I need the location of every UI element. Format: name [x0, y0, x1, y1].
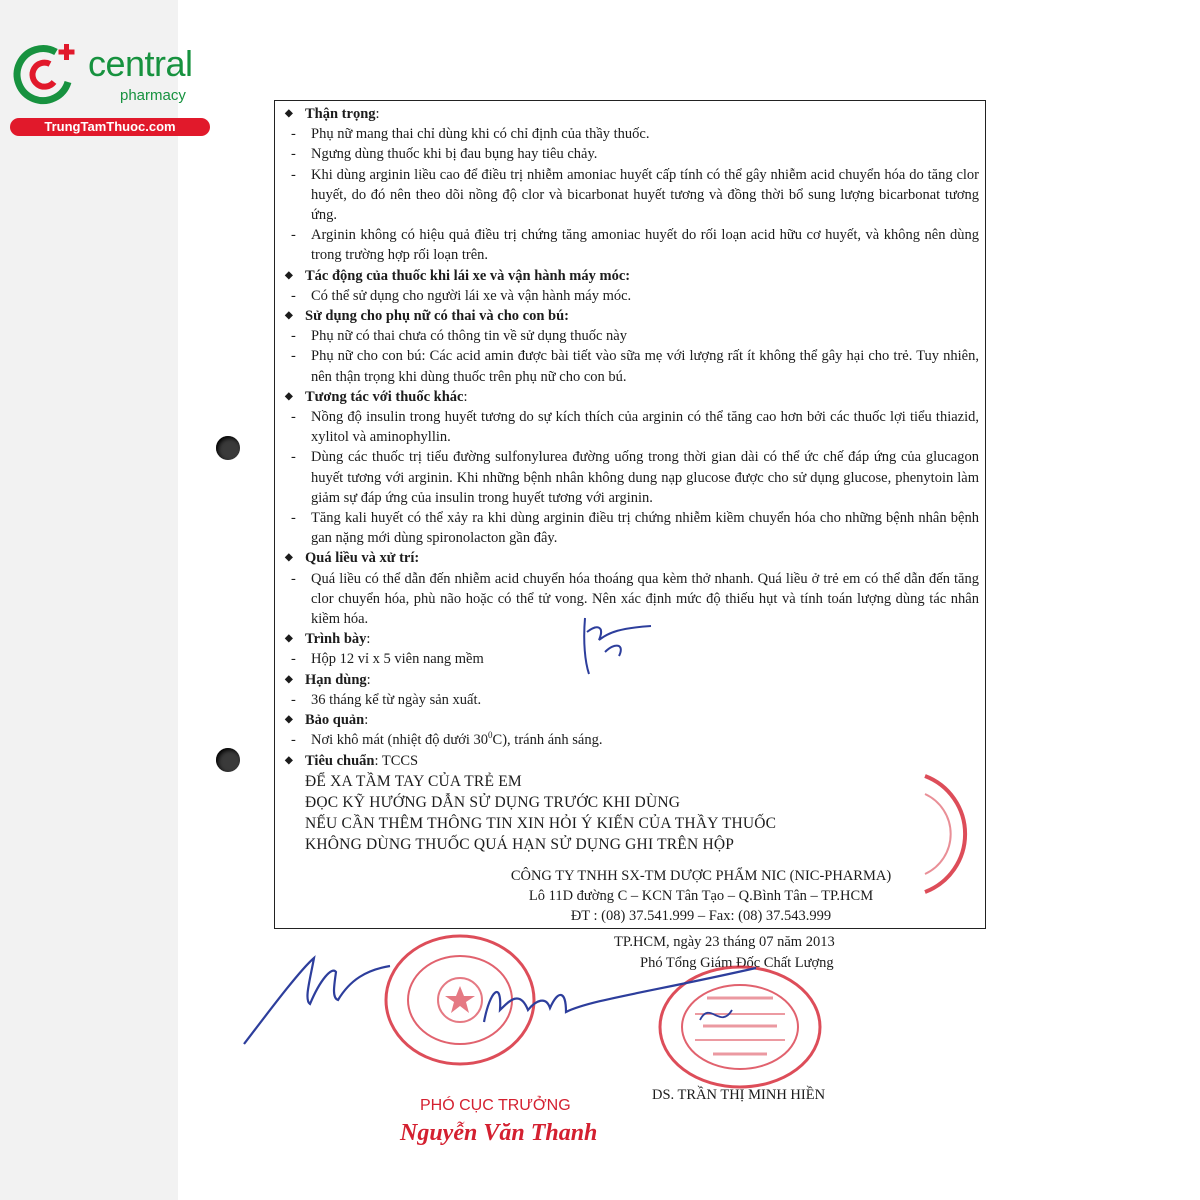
section-item: - Arginin không có hiệu quả điều trị chứng tăng amoniac huyết do rối loạn acid hữu cơ huyết, và không nên dùng trong trường hợp rối loạn trên. [283, 225, 979, 265]
official-name: Nguyễn Văn Thanh [400, 1120, 598, 1146]
warning-line: KHÔNG DÙNG THUỐC QUÁ HẠN SỬ DỤNG GHI TRÊN HỘP [305, 835, 735, 853]
section-item: - Phụ nữ cho con bú: Các acid amin được bài tiết vào sữa mẹ với lượng rất ít không thể gây hại cho trẻ. Tuy nhiên, nên thận trọng khi dùng thuốc trên phụ nữ cho con bú. [283, 346, 979, 386]
brand-name: central [88, 43, 193, 84]
section-item: - 36 tháng kể từ ngày sản xuất. [283, 690, 979, 710]
signoff-position: Phó Tổng Giám Đốc Chất Lượng [640, 955, 834, 971]
section-heading: ◆ Sử dụng cho phụ nữ có thai và cho con bú: [283, 306, 979, 326]
company-block [283, 866, 979, 927]
brand-logo[interactable] [10, 38, 215, 138]
section-item: - Có thể sử dụng cho người lái xe và vận hành máy móc. [283, 286, 979, 306]
section-heading: ◆ Trình bày: [283, 629, 979, 649]
section-item: - Phụ nữ có thai chưa có thông tin về sử dụng thuốc này [283, 326, 979, 346]
signature-director-icon [240, 940, 400, 1050]
warning-line: ĐỂ XA TẦM TAY CỦA TRẺ EM [305, 772, 522, 790]
section-item: - Tăng kali huyết có thể xảy ra khi dùng arginin điều trị chứng nhiễm kiềm chuyển hóa cho những bệnh nhân bệnh gan nặng mới dùng spironolacton gần đây. [283, 508, 979, 548]
section-heading: ◆ Bảo quản: [283, 710, 979, 730]
section-item: - Nồng độ insulin trong huyết tương do sự kích thích của arginin có thể tăng cao hơn bởi các thuốc lợi tiểu thiazid, xylitol và aminophyllin. [283, 407, 979, 447]
signoff-date: TP.HCM, ngày 23 tháng 07 năm 2013 [614, 934, 835, 950]
section-item: - Ngưng dùng thuốc khi bị đau bụng hay tiêu chảy. [283, 144, 979, 164]
company-address: Lô 11D đường C – KCN Tân Tạo – Q.Bình Tân – TP.HCM [528, 887, 874, 904]
section-item: - Hộp 12 vỉ x 5 viên nang mềm [283, 649, 979, 669]
section-item: - Dùng các thuốc trị tiểu đường sulfonylurea đường uống trong thời gian dài có thể ức chế đáp ứng của glucagon huyết tương với arginin. Khi những bệnh nhân không dung nạp glucose được cho sử dụng glucose, phenytoin làm giảm sự đáp ứng của insulin trong huyết tương với arginin. [283, 447, 979, 508]
section-heading: ◆ Thận trọng: [283, 104, 979, 124]
section-item: - Quá liều có thể dẫn đến nhiễm acid chuyển hóa thoáng qua kèm thở nhanh. Quá liều ở trẻ em có thể dẫn đến tăng clor chuyển hóa, phù não hoặc có thể tử vong. Nên xác định mức độ thiếu hụt và tính toán lượng dùng tác nhân kiềm hóa. [283, 569, 979, 630]
section-heading: ◆ Tương tác với thuốc khác: [283, 387, 979, 407]
signature-manager-icon [470, 960, 760, 1050]
brand-website-link[interactable]: TrungTamThuoc.com [10, 118, 210, 136]
section-heading: ◆ Quá liều và xử trí: [283, 548, 979, 568]
leaflet-content [283, 104, 979, 926]
warnings-block [283, 771, 979, 855]
company-phone: ĐT : (08) 37.541.999 – Fax: (08) 37.543.999 [570, 908, 832, 925]
official-title: PHÓ CỤC TRƯỞNG [420, 1097, 571, 1114]
warning-line: NẾU CẦN THÊM THÔNG TIN XIN HỎI Ý KIẾN CỦA THẦY THUỐC [305, 814, 777, 832]
partial-stamp-icon [895, 770, 975, 900]
section-item: - Khi dùng arginin liều cao để điều trị nhiễm amoniac huyết cấp tính có thể gây nhiễm acid chuyển hóa do tăng clor huyết, do đó nên theo dõi nồng độ clor và bicarbonat huyết tương và đồng thời bổ sung lượng bicarbonat tương ứng. [283, 165, 979, 226]
signoff-signer: DS. TRẦN THỊ MINH HIỀN [652, 1087, 826, 1103]
section-heading: ◆ Hạn dùng: [283, 670, 979, 690]
central-pharmacy-logo-icon [10, 38, 82, 110]
section-item: - Phụ nữ mang thai chỉ dùng khi có chỉ định của thầy thuốc. [283, 124, 979, 144]
brand-subtitle: pharmacy [120, 87, 186, 104]
initials-signature-icon [575, 612, 655, 682]
section-heading: ◆ Tác động của thuốc khi lái xe và vận hành máy móc: [283, 266, 979, 286]
storage-item: - Nơi khô mát (nhiệt độ dưới $30^0C$), tránh ánh sáng. [283, 730, 979, 750]
warning-line: ĐỌC KỸ HƯỚNG DẪN SỬ DỤNG TRƯỚC KHI DÙNG [305, 793, 681, 811]
section-standard: ◆ Tiêu chuẩn: TCCS [283, 751, 979, 771]
punch-hole-top [216, 436, 240, 460]
punch-hole-bottom [216, 748, 240, 772]
company-name: CÔNG TY TNHH SX-TM DƯỢC PHẨM NIC (NIC-PHARMA) [510, 867, 892, 884]
